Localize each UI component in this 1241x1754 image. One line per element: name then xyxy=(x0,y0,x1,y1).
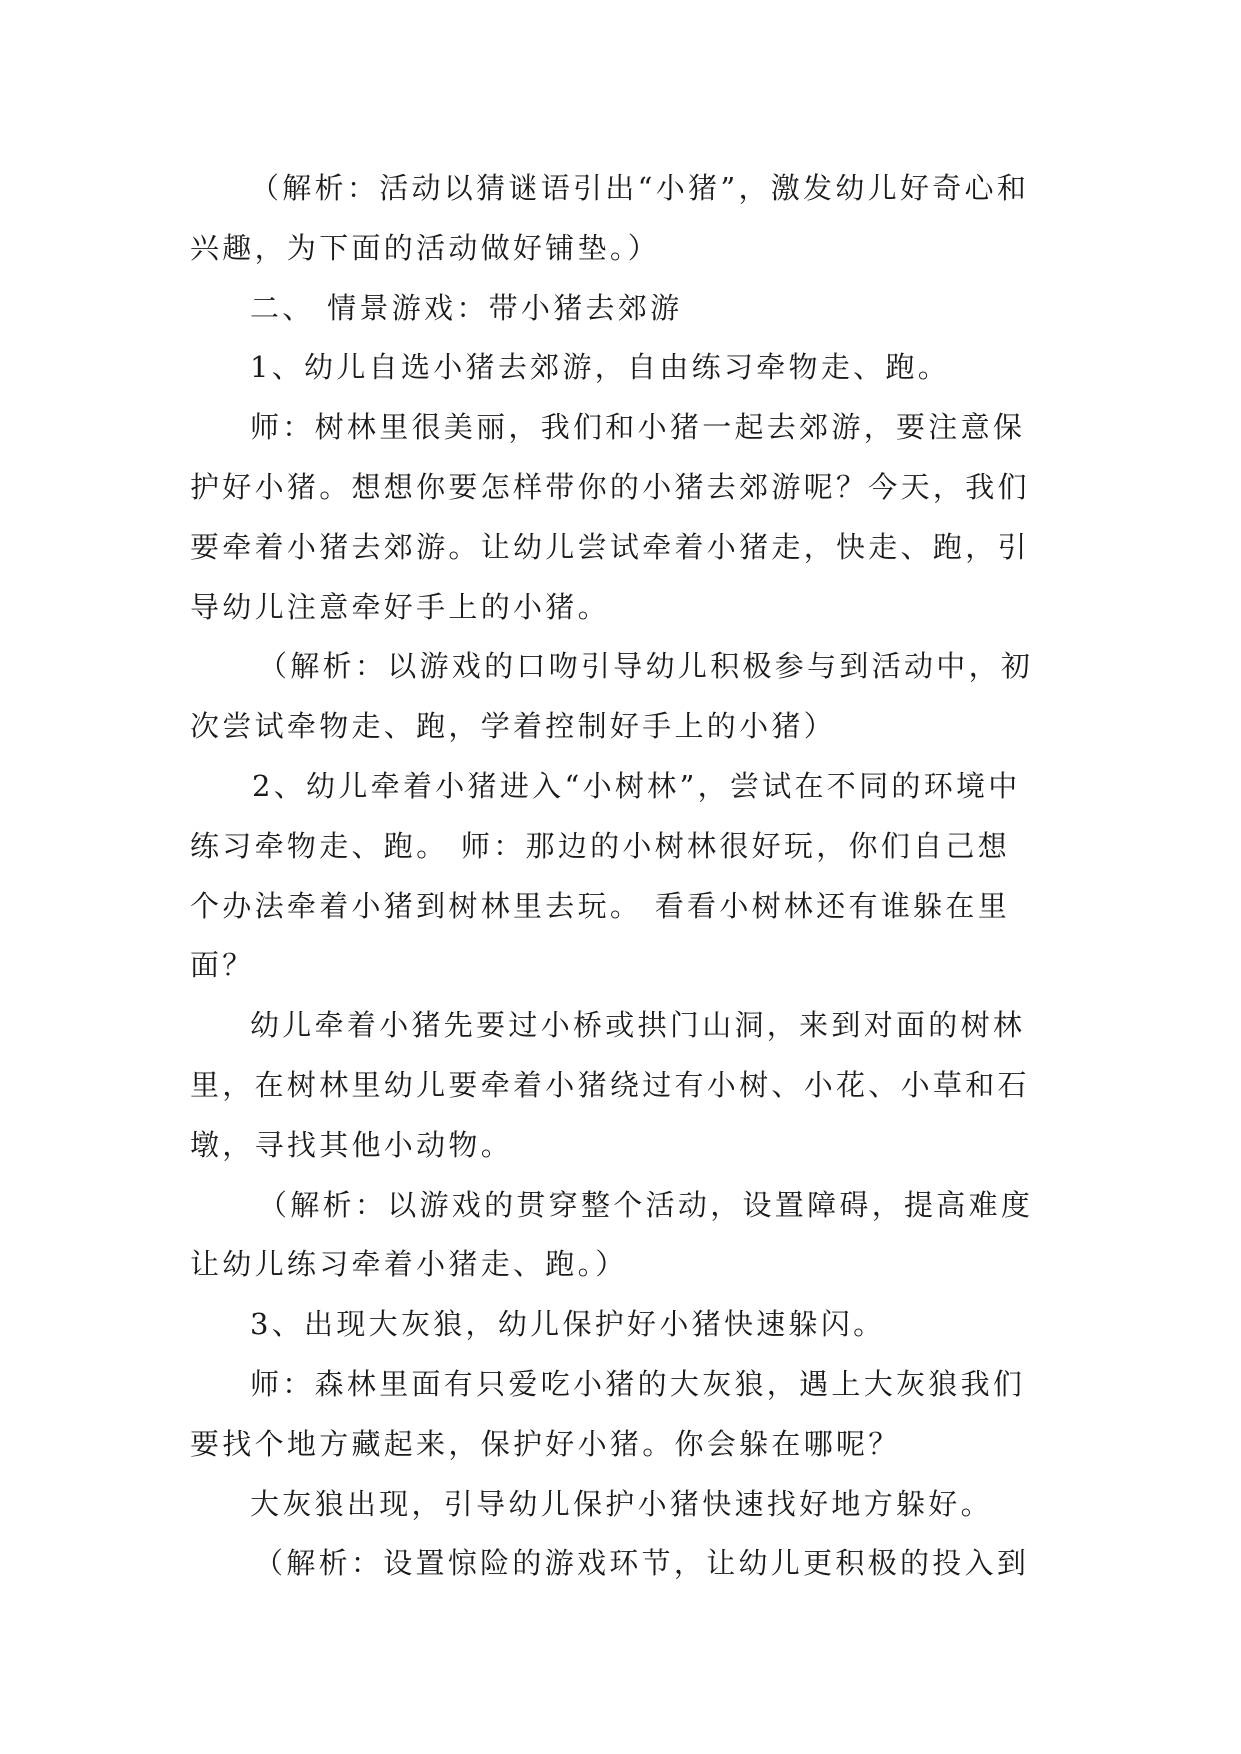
paragraph-line: 练习牵物走、跑。 师：那边的小树林很好玩，你们自己想 xyxy=(190,828,1011,863)
paragraph-line: 2、幼儿牵着小猪进入“小树林”，尝试在不同的环境中 xyxy=(252,768,1021,803)
paragraph-line: 3、出现大灰狼，幼儿保护好小猪快速躲闪。 xyxy=(250,1307,886,1342)
paragraph-line: 师：树林里很美丽，我们和小猪一起去郊游，要注意保 xyxy=(250,410,1026,445)
paragraph-line: 幼儿牵着小猪先要过小桥或拱门山洞，来到对面的树林 xyxy=(250,1008,1026,1043)
paragraph-line: 1、幼儿自选小猪去郊游，自由练习牵物走、跑。 xyxy=(250,350,951,385)
paragraph-line: （解析：设置惊险的游戏环节，让幼儿更积极的投入到 xyxy=(254,1546,1030,1581)
paragraph-line: 导幼儿注意牵好手上的小猪。 xyxy=(190,589,610,624)
paragraph-line: 要牵着小猪去郊游。让幼儿尝试牵着小猪走，快走、跑，引 xyxy=(190,529,1030,564)
paragraph-line: （解析：以游戏的口吻引导幼儿积极参与到活动中，初 xyxy=(258,649,1034,684)
paragraph-line: 让幼儿练习牵着小猪走、跑。） xyxy=(190,1247,628,1282)
paragraph-line: 要找个地方藏起来，保护好小猪。你会躲在哪呢？ xyxy=(190,1426,901,1461)
section-heading: 二、 情景游戏：带小猪去郊游 xyxy=(250,290,683,325)
paragraph-line: （解析：以游戏的贯穿整个活动，设置障碍，提高难度 xyxy=(258,1187,1034,1222)
paragraph-line: 兴趣，为下面的活动做好铺垫。） xyxy=(190,230,661,265)
paragraph-line: 里，在树林里幼儿要牵着小猪绕过有小树、小花、小草和石 xyxy=(190,1067,1030,1102)
paragraph-line: 大灰狼出现，引导幼儿保护小猪快速找好地方躲好。 xyxy=(250,1486,993,1521)
paragraph-line: 面？ xyxy=(190,948,255,983)
paragraph-line: 护好小猪。想想你要怎样带你的小猪去郊游呢？今天，我们 xyxy=(190,469,1030,504)
paragraph-line: 师：森林里面有只爱吃小猪的大灰狼，遇上大灰狼我们 xyxy=(250,1366,1026,1401)
paragraph-line: 墩，寻找其他小动物。 xyxy=(190,1127,514,1162)
paragraph-line: 个办法牵着小猪到树林里去玩。 看看小树林还有谁躲在里 xyxy=(190,888,1011,923)
paragraph-line: 次尝试牵物走、跑，学着控制好手上的小猪） xyxy=(190,709,837,744)
paragraph-line: （解析：活动以猜谜语引出“小猪”，激发幼儿好奇心和 xyxy=(250,171,1030,205)
document-body xyxy=(190,159,1050,1594)
